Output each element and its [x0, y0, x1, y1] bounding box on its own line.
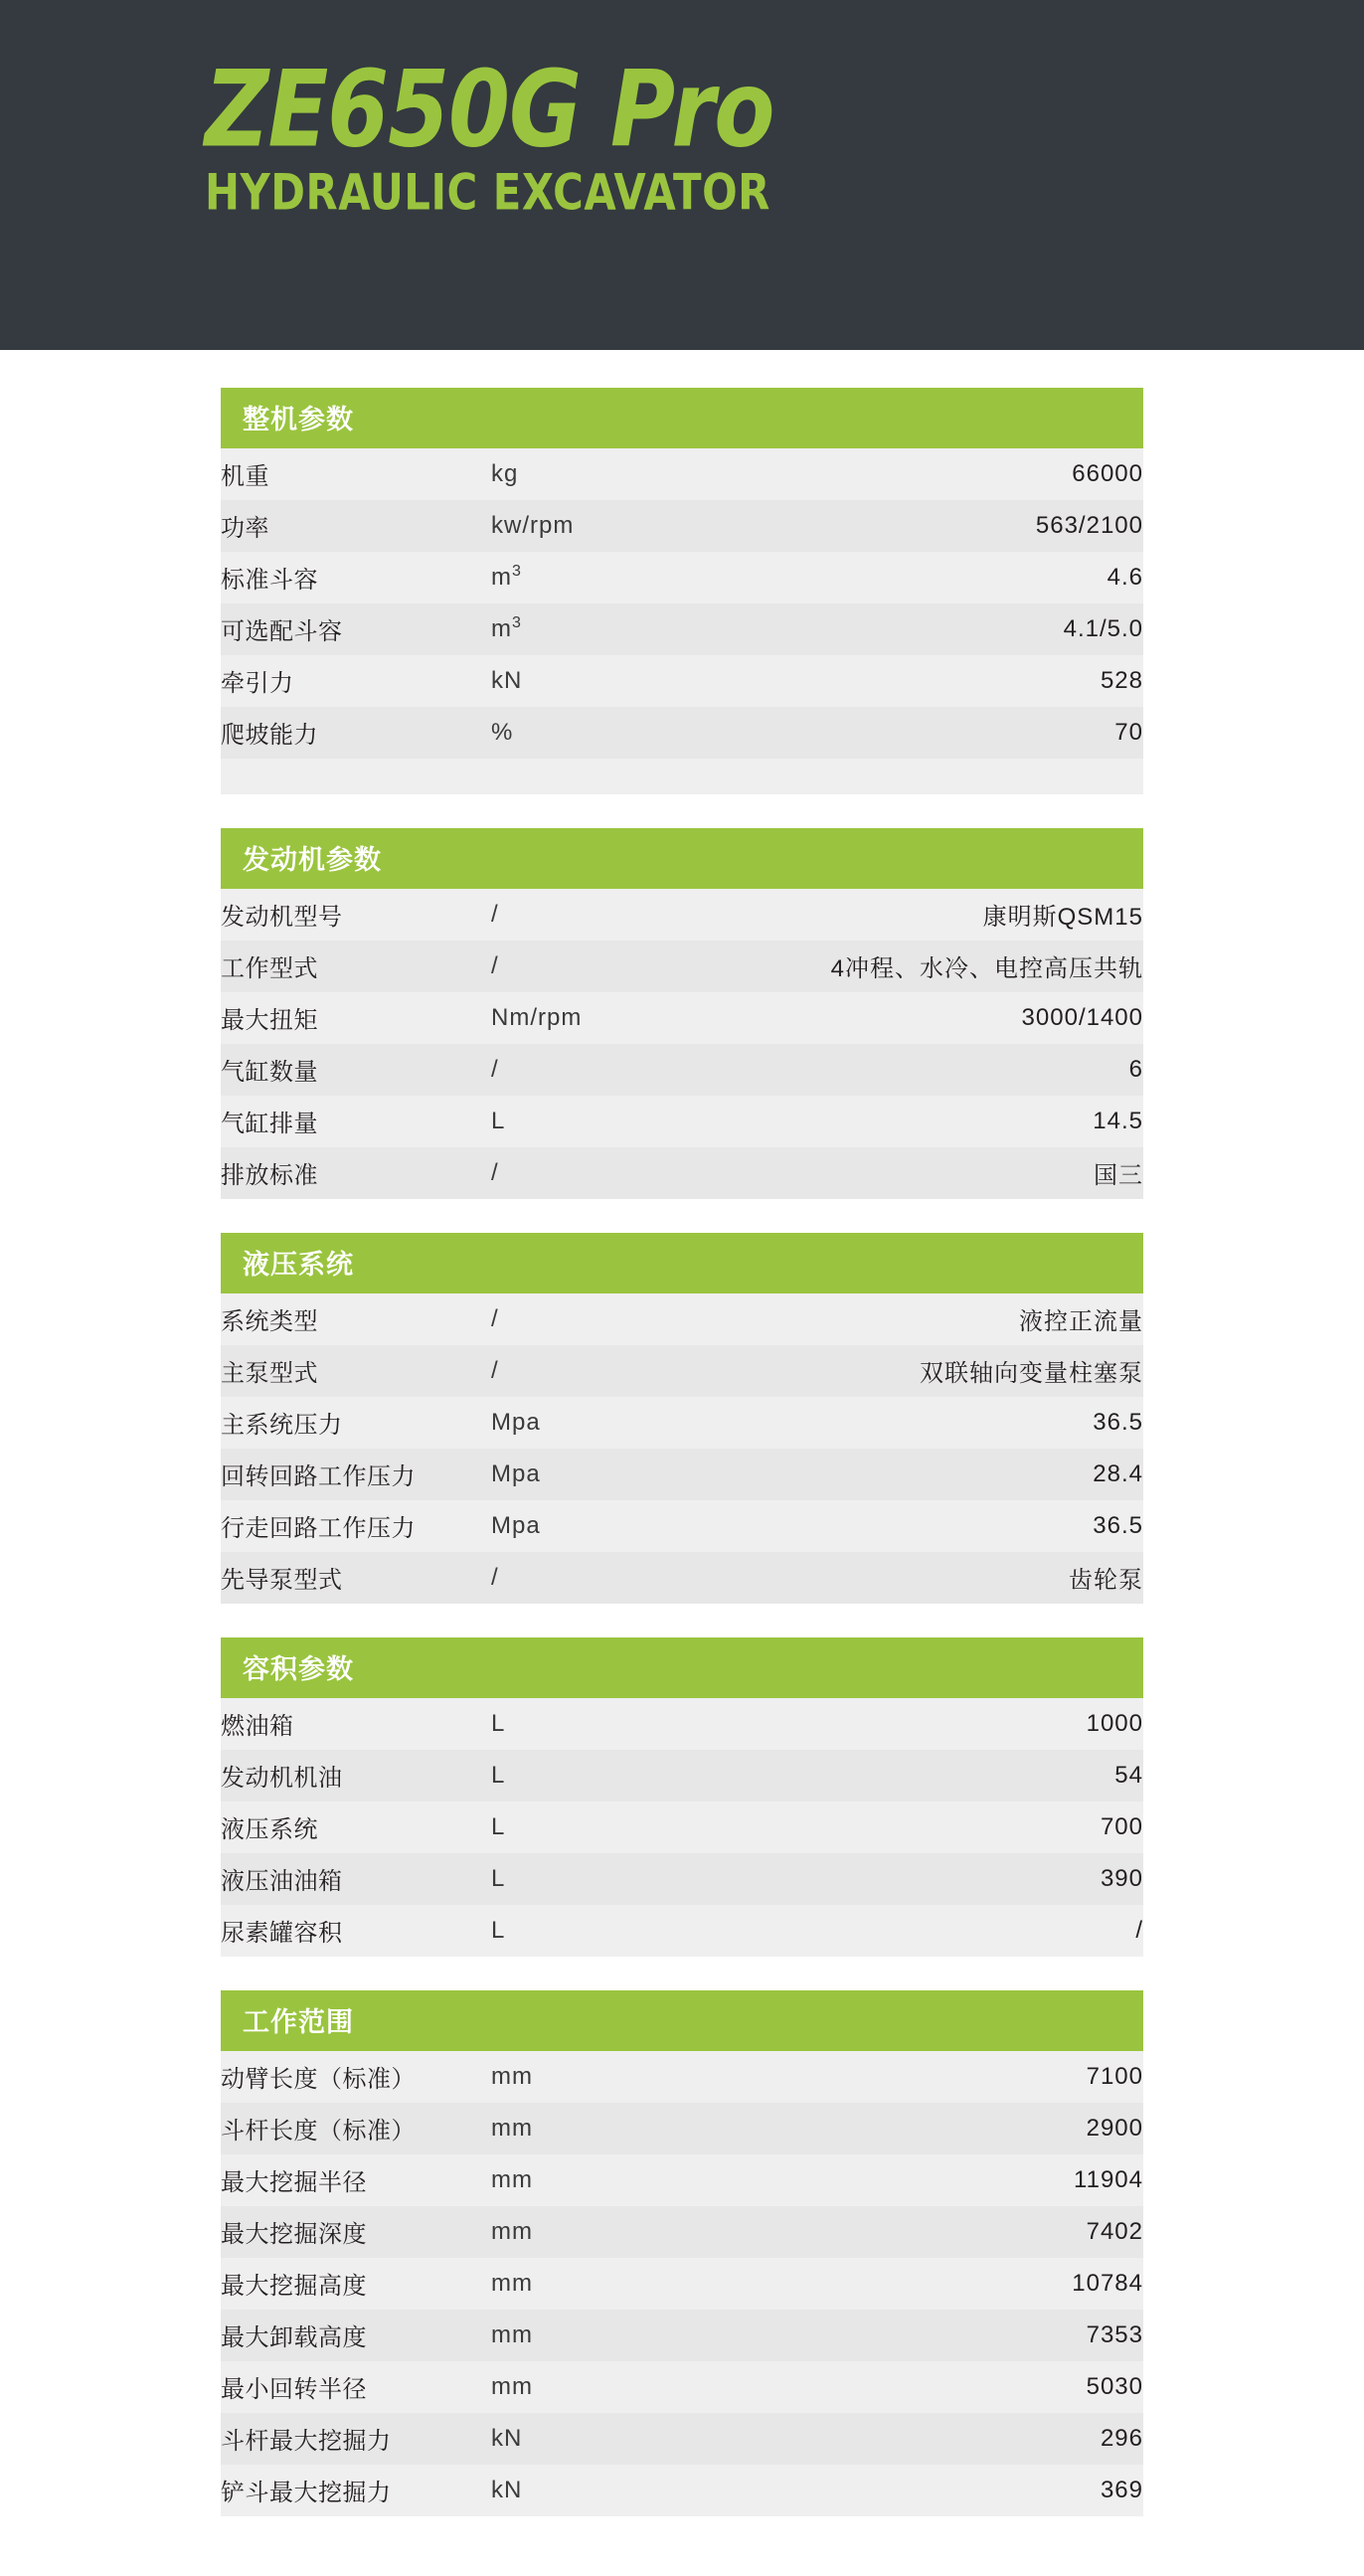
spec-label: 最小回转半径: [221, 2376, 367, 2403]
spec-label: 系统类型: [221, 1308, 318, 1335]
spec-value: 6: [1128, 1055, 1143, 1083]
spec-label: 机重: [221, 463, 269, 490]
spec-value: 14.5: [1093, 1107, 1143, 1134]
spec-value: 3000/1400: [1021, 1003, 1143, 1031]
spec-value: 7402: [1086, 2217, 1143, 2245]
spec-unit: Mpa: [491, 1460, 541, 1487]
spec-label: 爬坡能力: [221, 722, 318, 749]
spec-value: 28.4: [1093, 1460, 1143, 1487]
spec-unit: Mpa: [491, 1511, 541, 1539]
spec-label: 斗杆长度（标准）: [221, 2118, 416, 2145]
spec-label: 液压油油箱: [221, 1868, 343, 1895]
spec-block-title: 工作范围: [221, 1990, 1143, 2051]
spec-label: 回转回路工作压力: [221, 1463, 416, 1490]
spec-unit: mm: [491, 2165, 533, 2193]
spec-table: [221, 448, 1143, 794]
spec-table: [221, 889, 1143, 1199]
spec-label: 尿素罐容积: [221, 1920, 343, 1947]
table-row: [221, 2258, 1143, 2310]
spec-value: [670, 759, 1143, 794]
table-row: [221, 1096, 1143, 1147]
spec-label: 主系统压力: [221, 1412, 343, 1439]
spec-unit: kg: [491, 459, 519, 487]
spec-label: 最大挖掘深度: [221, 2221, 367, 2248]
spec-label: 功率: [221, 515, 269, 542]
spec-value: 7100: [1086, 2062, 1143, 2090]
spec-label: 排放标准: [221, 1162, 318, 1189]
spec-unit: mm: [491, 2217, 533, 2245]
table-row: [221, 2361, 1143, 2413]
spec-unit: kN: [491, 2424, 523, 2452]
product-subtitle: HYDRAULIC EXCAVATOR: [205, 163, 770, 222]
table-row: [221, 2154, 1143, 2206]
spec-table: [221, 2051, 1143, 2516]
spec-block-title: 发动机参数: [221, 828, 1143, 889]
spec-value: 4.6: [1107, 563, 1143, 591]
spec-value: 36.5: [1093, 1408, 1143, 1436]
spec-label: 动臂长度（标准）: [221, 2066, 416, 2093]
spec-label: 工作型式: [221, 955, 318, 982]
spec-unit: /: [491, 1055, 499, 1083]
spec-unit: $m^3$: [491, 614, 522, 642]
spec-value: 70: [1114, 718, 1143, 746]
table-row: [221, 1905, 1143, 1957]
spec-unit: Mpa: [491, 1408, 541, 1436]
spec-value: 528: [1100, 666, 1143, 694]
table-row: [221, 1449, 1143, 1500]
spec-value: /: [1135, 1916, 1143, 1944]
spec-unit: /: [491, 900, 499, 928]
spec-label: 最大扭矩: [221, 1007, 318, 1034]
header-banner: [0, 0, 1364, 350]
spec-unit: /: [491, 1356, 499, 1384]
spec-unit: Nm/rpm: [491, 1003, 583, 1031]
spec-block-title: 容积参数: [221, 1637, 1143, 1698]
table-row: [221, 1802, 1143, 1853]
table-row: [221, 603, 1143, 655]
table-row: [221, 2310, 1143, 2361]
spec-unit: mm: [491, 2372, 533, 2400]
table-row: [221, 448, 1143, 500]
spec-block: [221, 1990, 1143, 2516]
table-row: [221, 2413, 1143, 2465]
spec-value: 国三: [1094, 1162, 1143, 1189]
spec-value: 36.5: [1093, 1511, 1143, 1539]
spec-unit: /: [491, 951, 499, 979]
spec-label: 最大挖掘半径: [221, 2169, 367, 2196]
spec-label: 牵引力: [221, 670, 294, 697]
spec-value: 齿轮泵: [1069, 1567, 1143, 1594]
spec-label: 最大卸载高度: [221, 2324, 367, 2351]
spec-table: [221, 1698, 1143, 1957]
spec-label: 标准斗容: [221, 567, 318, 594]
table-row: [221, 2206, 1143, 2258]
spec-value: 双联轴向变量柱塞泵: [920, 1360, 1143, 1387]
spec-label: 先导泵型式: [221, 1567, 343, 1594]
table-row: [221, 1853, 1143, 1905]
table-row: [221, 1044, 1143, 1096]
spec-unit: kw/rpm: [491, 511, 575, 539]
spec-value: 390: [1100, 1864, 1143, 1892]
table-row: [221, 992, 1143, 1044]
spec-value: 11904: [1074, 2165, 1143, 2193]
table-row: [221, 2051, 1143, 2103]
spec-value: 54: [1114, 1761, 1143, 1789]
spec-label: 发动机机油: [221, 1765, 343, 1792]
spec-unit: mm: [491, 2114, 533, 2142]
spec-block: [221, 388, 1143, 794]
table-row: [221, 1147, 1143, 1199]
spec-value: 10784: [1072, 2269, 1143, 2297]
spec-value: 2900: [1086, 2114, 1143, 2142]
spec-value: 1000: [1086, 1709, 1143, 1737]
spec-label: 可选配斗容: [221, 618, 343, 645]
table-row: [221, 941, 1143, 992]
spec-unit: $m^3$: [491, 563, 522, 591]
spec-label: 斗杆最大挖掘力: [221, 2428, 392, 2455]
spec-unit: L: [491, 1812, 506, 1840]
product-model-title: ZE650G Pro: [205, 48, 774, 171]
spec-label: 铲斗最大挖掘力: [221, 2480, 392, 2506]
spec-block: [221, 1637, 1143, 1957]
table-row: [221, 1500, 1143, 1552]
spec-unit: L: [491, 1916, 506, 1944]
table-row: [221, 500, 1143, 552]
spec-block-title: 液压系统: [221, 1233, 1143, 1293]
spec-label: 最大挖掘高度: [221, 2273, 367, 2300]
spec-value: 369: [1100, 2476, 1143, 2503]
table-row: [221, 1397, 1143, 1449]
spec-block: [221, 1233, 1143, 1604]
spec-value: 液控正流量: [1019, 1308, 1143, 1335]
table-row-spacer: [221, 759, 1143, 794]
spec-label: 燃油箱: [221, 1713, 294, 1740]
spec-value: 4.1/5.0: [1063, 614, 1143, 642]
spec-table: [221, 1293, 1143, 1604]
spec-unit: mm: [491, 2269, 533, 2297]
table-row: [221, 1698, 1143, 1750]
spec-unit: /: [491, 1304, 499, 1332]
spec-unit: /: [491, 1158, 499, 1186]
table-row: [221, 2103, 1143, 2154]
spec-value: 296: [1100, 2424, 1143, 2452]
spec-block-title: 整机参数: [221, 388, 1143, 448]
spec-unit: /: [491, 1563, 499, 1591]
table-row: [221, 1552, 1143, 1604]
table-row: [221, 1293, 1143, 1345]
table-row: [221, 552, 1143, 603]
table-row: [221, 1750, 1143, 1802]
spec-value: 5030: [1086, 2372, 1143, 2400]
spec-unit: [491, 759, 670, 794]
spec-label: 液压系统: [221, 1816, 318, 1843]
spec-unit: kN: [491, 666, 523, 694]
spec-label: 发动机型号: [221, 904, 343, 931]
spec-sheet: [0, 350, 1364, 2576]
spec-value: 563/2100: [1035, 511, 1143, 539]
spec-label: 行走回路工作压力: [221, 1515, 416, 1542]
spec-unit: mm: [491, 2320, 533, 2348]
spec-value: 4冲程、水冷、电控高压共轨: [830, 955, 1143, 982]
spec-unit: L: [491, 1864, 506, 1892]
spec-value: 66000: [1072, 459, 1143, 487]
spec-unit: L: [491, 1709, 506, 1737]
spec-value: 7353: [1086, 2320, 1143, 2348]
spec-value: 康明斯QSM15: [982, 904, 1143, 931]
spec-block: [221, 828, 1143, 1199]
spec-unit: L: [491, 1761, 506, 1789]
spec-unit: %: [491, 718, 514, 746]
spec-unit: mm: [491, 2062, 533, 2090]
spec-unit: kN: [491, 2476, 523, 2503]
table-row: [221, 2465, 1143, 2516]
table-row: [221, 655, 1143, 707]
spec-unit: L: [491, 1107, 506, 1134]
table-row: [221, 707, 1143, 759]
spec-label: 主泵型式: [221, 1360, 318, 1387]
table-row: [221, 889, 1143, 941]
table-row: [221, 1345, 1143, 1397]
spec-value: 700: [1100, 1812, 1143, 1840]
spec-label: [221, 759, 491, 794]
spec-label: 气缸排量: [221, 1111, 318, 1137]
spec-label: 气缸数量: [221, 1059, 318, 1086]
